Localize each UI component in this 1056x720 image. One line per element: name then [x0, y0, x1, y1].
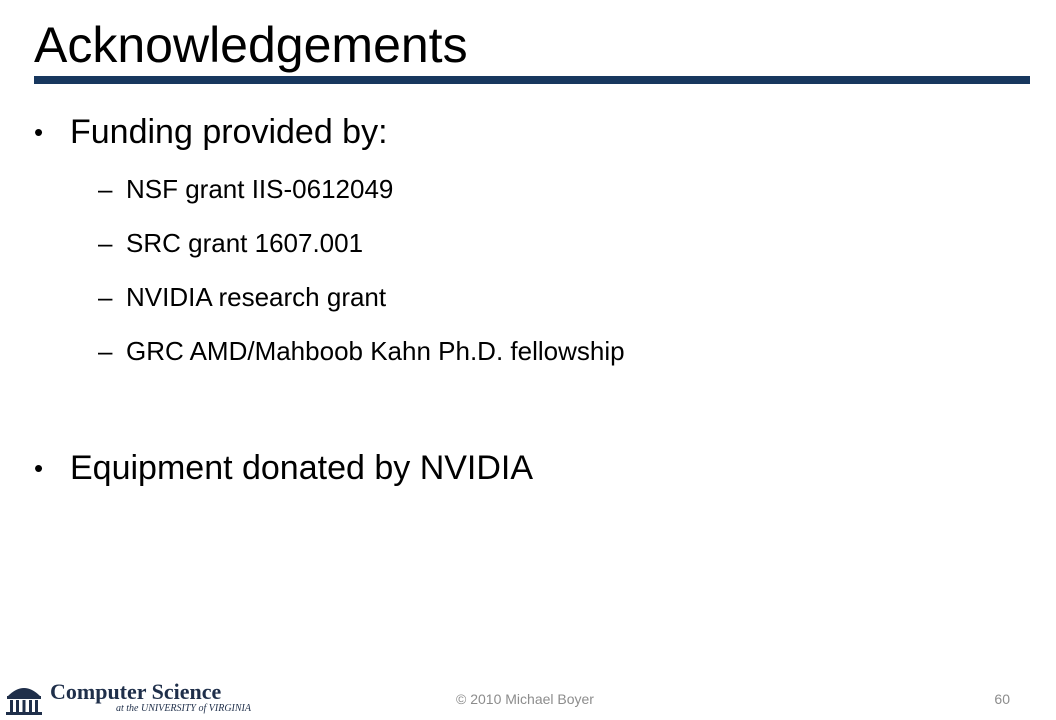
sub-dash: – — [98, 282, 113, 312]
bullet-funding — [34, 112, 388, 152]
sub-item-src — [98, 226, 363, 260]
bullet-text: Funding provided by: — [70, 113, 388, 151]
slide-title: Acknowledgements — [34, 17, 468, 73]
sub-item-text: NVIDIA research grant — [126, 282, 387, 312]
bullet-equipment — [34, 448, 533, 488]
sub-item-text: NSF grant IIS-0612049 — [126, 174, 394, 204]
rotunda-icon — [4, 682, 44, 718]
logo-sub-text: at the UNIVERSITY of VIRGINIA — [116, 703, 251, 714]
sub-item-nvidia — [98, 280, 386, 314]
sub-item-grc — [98, 334, 625, 368]
title-underline — [34, 76, 1030, 84]
sub-item-text: SRC grant 1607.001 — [126, 228, 364, 258]
footer-copyright: © 2010 Michael Boyer — [456, 691, 594, 707]
sub-dash: – — [98, 174, 113, 204]
sub-dash: – — [98, 336, 113, 366]
bullet-dot: • — [34, 117, 44, 147]
logo-main-text: Computer Science — [50, 679, 222, 704]
sub-item-nsf — [98, 172, 393, 206]
cs-uva-logo — [4, 679, 251, 718]
bullet-dot: • — [34, 453, 44, 483]
bullet-text: Equipment donated by NVIDIA — [70, 449, 534, 487]
sub-item-text: GRC AMD/Mahboob Kahn Ph.D. fellowship — [126, 336, 625, 366]
sub-dash: – — [98, 228, 113, 258]
page-number: 60 — [994, 691, 1010, 707]
